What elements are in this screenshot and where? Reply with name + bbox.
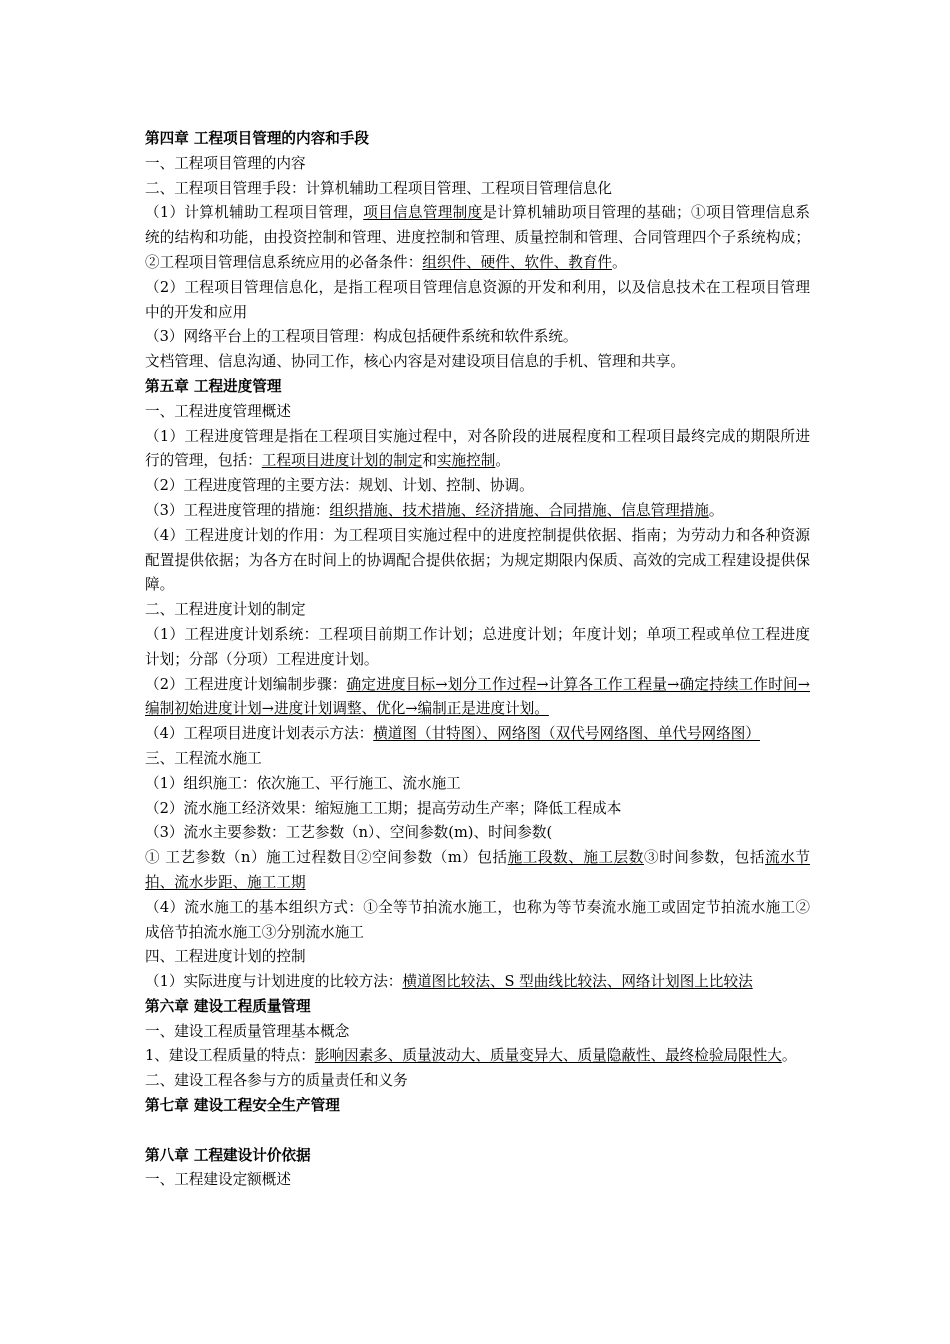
- ch5-paragraph-6: （2）工程进度计划编制步骤：确定进度目标→划分工作过程→计算各工作工程量→确定持续工作时间→编制初始进度计划→进度计划调整、优化→编制正是进度计划。: [145, 675, 810, 718]
- ch4-section-1: 一、工程项目管理的内容: [145, 154, 306, 172]
- underlined-term: 施工段数、施工层数: [507, 849, 644, 867]
- ch6-section-2: 二、建设工程各参与方的质量责任和义务: [145, 1072, 408, 1090]
- ch6-section-1: 一、建设工程质量管理基本概念: [145, 1022, 350, 1040]
- ch6-paragraph-1: 1、建设工程质量的特点：影响因素多、质量波动大、质量变异大、质量隐蔽性、最终检验局限性大。: [145, 1047, 797, 1065]
- ch8-section-1: 一、工程建设定额概述: [145, 1171, 291, 1189]
- underlined-term: 工程项目进度计划的制定: [261, 452, 423, 470]
- underlined-term: 横道图比较法、S 型曲线比较法、网络计划图上比较法: [402, 973, 753, 991]
- ch4-paragraph-4: 文档管理、信息沟通、协同工作，核心内容是对建设项目信息的手机、管理和共享。: [145, 353, 685, 371]
- ch5-paragraph-2: （2）工程进度管理的主要方法：规划、计划、控制、协调。: [145, 477, 534, 495]
- ch5-paragraph-12: （4）流水施工的基本组织方式：①全等节拍流水施工，也称为等节奏流水施工或固定节拍流水施工②成倍节拍流水施工③分别流水施工: [145, 898, 810, 941]
- ch4-paragraph-3: （3）网络平台上的工程项目管理：构成包括硬件系统和软件系统。: [145, 328, 578, 346]
- ch5-paragraph-5: （1）工程进度计划系统：工程项目前期工作计划；总进度计划；年度计划；单项工程或单位工程进度计划；分部（分项）工程进度计划。: [145, 625, 810, 668]
- underlined-term: 确定进度目标→划分工作过程→计算各工作工程量→确定持续工作时间→编制初始进度计划→进度计划调整、优化→编制正是进度计划。: [145, 675, 810, 718]
- underlined-term: 项目信息管理制度: [363, 204, 483, 222]
- ch5-paragraph-1: （1）工程进度管理是指在工程项目实施过程中，对各阶段的进展程度和工程项目最终完成的期限所进行的管理，包括：工程项目进度计划的制定和实施控制。: [145, 427, 810, 470]
- ch4-section-2: 二、工程项目管理手段：计算机辅助工程项目管理、工程项目管理信息化: [145, 179, 613, 197]
- ch5-paragraph-7: （4）工程项目进度计划表示方法：横道图（甘特图）、网络图（双代号网络图、单代号网络图）: [145, 725, 760, 743]
- underlined-term: 流水节拍、流水步距、施工工期: [145, 849, 810, 891]
- ch5-section-3: 三、工程流水施工: [145, 749, 262, 767]
- ch5-paragraph-3: （3）工程进度管理的措施：组织措施、技术措施、经济措施、合同措施、信息管理措施。: [145, 501, 724, 519]
- ch5-paragraph-9: （2）流水施工经济效果：缩短施工工期；提高劳动生产率；降低工程成本: [145, 799, 622, 817]
- ch5-paragraph-10: （3）流水主要参数：工艺参数（n）、空间参数(m)、时间参数(: [145, 824, 553, 842]
- underlined-term: 组织件、硬件、软件、教育件: [422, 253, 613, 271]
- chapter-5-title: 第五章 工程进度管理: [145, 377, 282, 395]
- underlined-term: 组织措施、技术措施、经济措施、合同措施、信息管理措施: [329, 501, 709, 519]
- ch4-paragraph-1: （1）计算机辅助工程项目管理，项目信息管理制度是计算机辅助项目管理的基础；①项目管理信息系统的结构和功能，由投资控制和管理、进度控制和管理、质量控制和管理、合同管理四个子系统构成；②工程项目管理信息系统应用的必备条件：组织件、硬件、软件、教育件。: [145, 204, 810, 271]
- underlined-term: 实施控制: [436, 452, 496, 470]
- underlined-term: 横道图（甘特图）、网络图（双代号网络图、单代号网络图）: [373, 725, 760, 743]
- chapter-6-title: 第六章 建设工程质量管理: [145, 997, 311, 1015]
- underlined-term: 影响因素多、质量波动大、质量变异大、质量隐蔽性、最终检验局限性大: [314, 1047, 782, 1065]
- blank-line: [145, 1119, 810, 1144]
- document-page: [145, 127, 810, 1193]
- chapter-8-title: 第八章 工程建设计价依据: [145, 1146, 311, 1164]
- ch5-paragraph-13: （1）实际进度与计划进度的比较方法：横道图比较法、S 型曲线比较法、网络计划图上比较法: [145, 973, 753, 991]
- ch5-section-4: 四、工程进度计划的控制: [145, 948, 306, 966]
- ch5-paragraph-8: （1）组织施工：依次施工、平行施工、流水施工: [145, 774, 461, 792]
- chapter-4-title: 第四章 工程项目管理的内容和手段: [145, 130, 369, 147]
- ch5-section-2: 二、工程进度计划的制定: [145, 601, 306, 619]
- ch5-paragraph-11: ① 工艺参数（n）施工过程数目②空间参数（m）包括施工段数、施工层数③时间参数，包括流水节拍、流水步距、施工工期: [145, 849, 810, 891]
- ch4-paragraph-2: （2）工程项目管理信息化，是指工程项目管理信息资源的开发和利用，以及信息技术在工程项目管理中的开发和应用: [145, 278, 810, 321]
- chapter-7-title: 第七章 建设工程安全生产管理: [145, 1097, 340, 1115]
- ch5-section-1: 一、工程进度管理概述: [145, 402, 291, 420]
- ch5-paragraph-4: （4）工程进度计划的作用：为工程项目实施过程中的进度控制提供依据、指南；为劳动力和各种资源配置提供依据；为各方在时间上的协调配合提供依据；为规定期限内保质、高效的完成工程建设提供保障。: [145, 526, 810, 594]
